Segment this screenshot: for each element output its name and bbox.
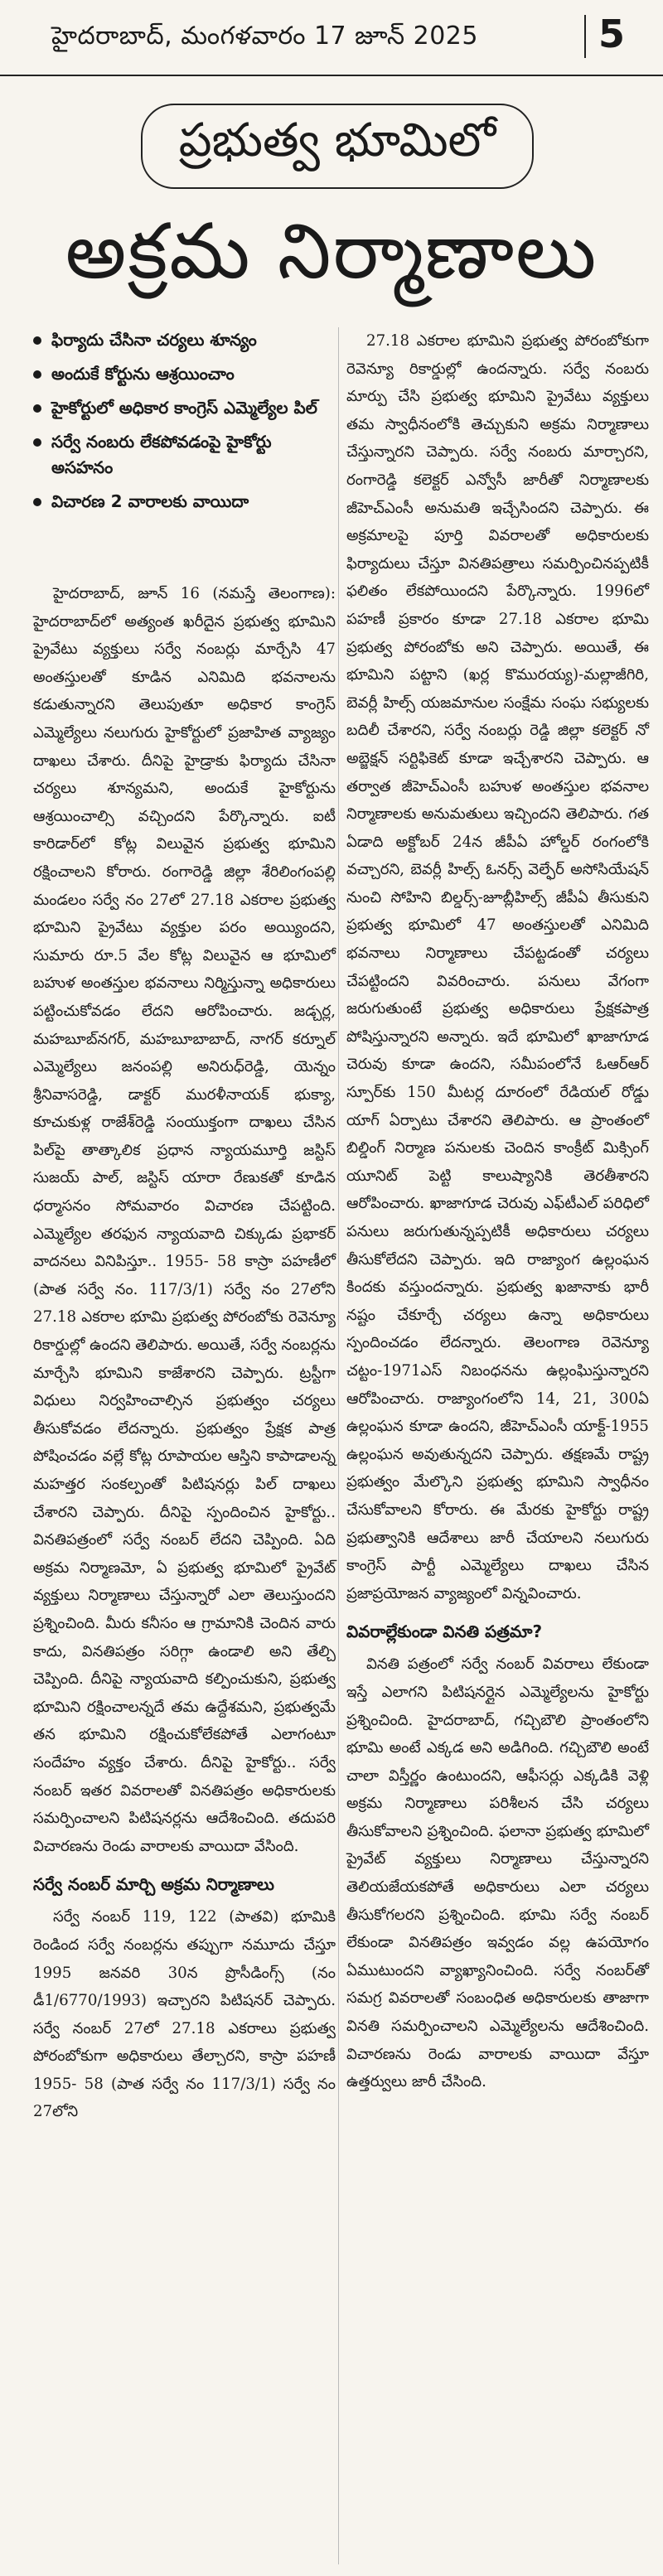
highlight-item: సర్వే నంబరు లేకపోవడంపై హైకోర్టు అసహనం [33, 429, 332, 481]
page-header [0, 0, 663, 76]
headline-block [0, 91, 663, 340]
subheading: సర్వే నంబర్ మార్చి అక్రమ నిర్మాణాలు [33, 1874, 274, 1895]
header-separator [584, 15, 586, 58]
dateline: హైదరాబాద్, మంగళవారం 17 జూన్ 2025 [51, 22, 478, 51]
headline-main: అక్రమ నిర్మాణాలు [65, 207, 598, 296]
highlight-item: హైకోర్టులో అధికార కాంగ్రెస్ ఎమ్మెల్యేల పిల్ [33, 395, 332, 421]
column-divider [338, 327, 339, 2564]
article-paragraph: వినతి పత్రంలో సర్వే నంబర్ వివరాలు లేకుండా ఇస్తే ఎలాగని పిటిషనర్లైన ఎమ్మెల్యేలను హైకోర్టు ప్రశ్నించింది. హైదరాబాద్, గచ్చిబౌలి ప్రాంతంలోని భూమి అంటే ఎక్కడ అని అడిగింది. గచ్చిబౌలి అంటే చాలా విస్తీర్ణం ఉంటుందని, ఆఫీసర్లు ఎక్కడికి వెళ్లి అక్రమ నిర్మాణాలు పరిశీలన చేసి చర్యలు తీసుకోవాలని ప్రశ్నించింది. ఫలానా ప్రభుత్వ భూమిలో ప్రైవేట్ వ్యక్తులు నిర్మాణాలు చేస్తున్నారని తెలియజేయకపోతే అధికారులు ఎలా చర్యలు తీసుకోగలరని ప్రశ్నించింది. భూమి సర్వే నంబర్ లేకుండా వినతిపత్రం ఇవ్వడం వల్ల ఉపయోగం ఏముటుందని వ్యాఖ్యానించింది. సర్వే నంబర్‌తో సమగ్ర వివరాలతో సంబంధిత అధికారులకు తాజాగా వినతి సమర్పించాలని ఎమ్మెల్యేలను ఆదేశించింది. విచారణను రెండు వారాలకు వాయిదా వేస్తూ ఉత్తర్వులు జారీ చేసింది. [346, 1655, 649, 2091]
page-number: 5 [598, 12, 626, 56]
article-right-column [346, 327, 649, 2564]
highlights-list [33, 327, 332, 523]
article-left-column [33, 580, 336, 2564]
highlight-item: ఫిర్యాదు చేసినా చర్యలు శూన్యం [33, 327, 332, 353]
subheading: వివరాల్లేకుండా వినతి పత్రమా? [346, 1621, 543, 1642]
highlight-item: విచారణ 2 వారాలకు వాయిదా [33, 489, 332, 515]
headline-kicker: ప్రభుత్వ భూమిలో [141, 104, 534, 189]
article-paragraph: సర్వే నంబర్ 119, 122 (పాతవి) భూమికి రెండింద సర్వే నంబర్లను తప్పుగా నమూదు చేస్తూ 1995 జనవరి 30న ప్రొసీడింగ్స్ (నం డీ1/6770/1993) ఇచ్చారని పిటిషనర్ చెప్పారు. సర్వే నంబర్ 27లో 27.18 ఎకరాలు ప్రభుత్వ పోరంబోకుగా అధికారులు తేల్చారని, కాస్రా పహణీ 1955- 58 (పాత సర్వే నం 117/3/1) సర్వే నం 27లోని [33, 1908, 336, 2121]
article-paragraph: హైదరాబాద్, జూన్ 16 (నమస్తే తెలంగాణ): హైదరాబాద్‌లో అత్యంత ఖరీదైన ప్రభుత్వ భూమిని ప్రైవేటు వ్యక్తులు సర్వే నంబర్లు మార్చేసి 47 అంతస్తులతో కూడిన ఎనిమిది భవనాలను కడుతున్నారని తెలుపుతూ అధికార కాంగ్రెస్ ఎమ్మెల్యేలు నలుగురు హైకోర్టులో ప్రజాహిత వ్యాజ్యం దాఖలు చేశారు. దీనిపై హైడ్రాకు ఫిర్యాదు చేసినా చర్యలు శూన్యమని, అందుకే హైకోర్టును ఆశ్రయించాల్సి వచ్చిందని పేర్కొన్నారు. ఐటీ కారిడార్‌లో కోట్ల విలువైన ప్రభుత్వ భూమిని రక్షించాలని కోరారు. రంగారెడ్డి జిల్లా శేరిలింగంపల్లి మండలం సర్వే నం 27లో 27.18 ఎకరాల ప్రభుత్వ భూమిని ప్రైవేటు వ్యక్తుల పరం అయ్యిందని, సుమారు రూ.5 వేల కోట్ల విలువైన ఆ భూమిలో బహుళ అంతస్తుల భవనాలు నిర్మిస్తున్నా అధికారులు పట్టించుకోవడం లేదని ఆరోపించారు. జడ్చర్ల, మహబూబ్‌నగర్, మహబూబాబాద్, నాగర్ కర్నూల్ ఎమ్మెల్యేలు జనంపల్లి అనిరుధ్‌రెడ్డి, యెన్నం శ్రీనివాసరెడ్డి, డాక్టర్ మురళీనాయక్ భుక్యా, కూచుకుళ్ల రాజేశ్‌రెడ్డి సంయుక్తంగా దాఖలు చేసిన పిల్‌పై తాత్కాలిక ప్రధాన న్యాయమూర్తి జస్టిస్ సుజయ్ పాల్, జస్టిస్ యారా రేణుకతో కూడిన ధర్మాసనం సోమవారం విచారణ చేపట్టింది. ఎమ్మెల్యేల తరఫున న్యాయవాది చిక్కుడు ప్రభాకర్ వాదనలు వినిపిస్తూ.. 1955- 58 కాస్రా పహణీలో (పాత సర్వే నం. 117/3/1) సర్వే నం 27లోని 27.18 ఎకరాల భూమి ప్రభుత్వ పోరంబోకు రెవెన్యూ రికార్డుల్లో ఉందని తెలిపారు. అయితే, సర్వే నంబర్లను మార్చేసి భూమిని కాజేశారని చెప్పారు. ట్రస్టీగా విధులు నిర్వహించాల్సిన ప్రభుత్వం చర్యలు తీసుకోవడం లేదన్నారు. ప్రభుత్వం ప్రేక్షక పాత్ర పోషించడం వల్లే కోట్ల రూపాయల ఆస్తిని కాపాడాలన్న మహత్తర సంకల్పంతో పిటిషనర్లు పిల్ దాఖలు చేశారని చెప్పారు. దీనిపై స్పందించిన హైకోర్టు.. వినతిపత్రంలో సర్వే నంబర్ లేదని చెప్పింది. ఏది అక్రమ నిర్మాణమో, ఏ ప్రభుత్వ భూమిలో ప్రైవేట్ వ్యక్తులు నిర్మాణాలు చేస్తున్నారో ఎలా తెలుస్తుందని ప్రశ్నించింది. మీరు కనీసం ఆ గ్రామానికి చెందిన వారు కాదు, వినతిపత్రం సరిగ్గా ఉండాలి అని తేల్చి చెప్పింది. దీనిపై న్యాయవాది కల్పించుకుని, ప్రభుత్వ భూమిని రక్షించాలన్నదే తమ ఉద్దేశమని, ప్రభుత్వమే తన భూమిని రక్షించుకోలేకపోతే ఎలాగంటూ సందేహం వ్యక్తం చేశారు. దీనిపై హైకోర్టు.. సర్వే నంబర్ ఇతర వివరాలతో వినతిపత్రం అధికారులకు సమర్పించాలని పిటిషనర్లను ఆదేశించింది. తదుపరి విచారణను రెండు వారాలకు వాయిదా వేసింది. [33, 585, 336, 1855]
article-paragraph: 27.18 ఎకరాల భూమిని ప్రభుత్వ పోరంబోకుగా రెవెన్యూ రికార్డుల్లో ఉందన్నారు. సర్వే నంబరు మార్పు చేసి ప్రభుత్వ భూమిని ప్రైవేటు వ్యక్తులు తమ స్వాధీనంలోకి తెచ్చుకుని అక్రమ నిర్మాణాలు చేస్తున్నారని చెప్పారు. సర్వే నంబరు మార్చారని, రంగారెడ్డి కలెక్టర్ ఎన్వోసీ జారీతో నిర్మాణాలకు జీహెచ్ఎంసీ అనుమతి ఇచ్చేసిందని చెప్పారు. ఈ అక్రమాలపై పూర్తి వివరాలతో అధికారులకు ఫిర్యాదులు చేస్తూ వినతిపత్రాలు సమర్పించినప్పటికీ ఫలితం లేకపోయిందని పేర్కొన్నారు. 1996లో పహణీ ప్రకారం కూడా 27.18 ఎకరాల భూమి ప్రభుత్వ పోరంబోకు అని చెప్పారు. అయితే, ఈ భూమిని పట్టాని (ఖర్ల కొమురయ్య)-మల్లాజీగిరి, బెవర్లీ హిల్స్ యజమానుల సంక్షేమ సంఘ సభ్యులకు బదిలీ చేశారని, సర్వే నంబర్లు రెడ్డి జిల్లా కలెక్టర్ నో అబ్జెక్షన్ సర్టిఫికెట్ కూడా ఇచ్చేశారని చెప్పారు. ఆ తర్వాత జీహెచ్ఎంసీ బహుళ అంతస్తుల భవనాల నిర్మాణాలకు అనుమతులు ఇచ్చిందని తెలిపారు. గత ఏడాది అక్టోబర్ 24న జీపీఏ హోల్డర్ రంగంలోకి వచ్చారని, బెవర్లీ హిల్స్ ఓనర్స్ వెల్ఫేర్ అసోసియేషన్ నుంచి సోహిని బిల్డర్స్-జూబ్లీహిల్స్ జీపీఏ తీసుకుని ప్రభుత్వ భూమిలో 47 అంతస్తులతో ఎనిమిది భవనాలు నిర్మాణాలు చేపట్టడంతో చర్యలు చేపట్టిందని వివరించారు. పనులు వేగంగా జరుగుతుంటే ప్రభుత్వ అధికారులు ప్రేక్షకపాత్ర పోషిస్తున్నారని అన్నారు. ఇదే భూమిలో ఖాజాగూడ చెరువు కూడా ఉందని, సమీపంలోనే ఓఆర్ఆర్ స్పూర్‌కు 150 మీటర్ల దూరంలో రేడియల్ రోడ్డు యాగ్ ఏర్పాటు చేశారని తెలిపారు. ఆ ప్రాంతంలో బిల్డింగ్ నిర్మాణ పనులకు చెందిన కాంక్రీట్ మిక్సింగ్ యూనిట్ పెట్టి కాలుష్యానికి తెరతీశారని ఆరోపించారు. ఖాజాగూడ చెరువు ఎఫ్‌టీఎల్ పరిధిలో పనులు జరుగుతున్నప్పటికీ అధికారులు చర్యలు తీసుకోలేదని చెప్పారు. ఇది రాజ్యాంగ ఉల్లంఘన కిందకు వస్తుందన్నారు. ప్రభుత్వ ఖజానాకు భారీ నష్టం చేకూర్చే చర్యలు ఉన్నా అధికారులు స్పందించడం లేదన్నారు. తెలంగాణ రెవెన్యూ చట్టం-1971ఎస్ నిబంధనను ఉల్లంఘిస్తున్నారని ఆరోపించారు. రాజ్యాంగంలోని 14, 21, 300ఏ ఉల్లంఘన కూడా ఉందని, జీహెచ్ఎంసీ యాక్ట్-1955 ఉల్లంఘన అవుతున్నదని చెప్పారు. తక్షణమే రాష్ట్ర ప్రభుత్వం మేల్కొని ప్రభుత్వ భూమిని స్వాధీనం చేసుకోవాలని కోరారు. ఈ మేరకు హైకోర్టు రాష్ట్ర ప్రభుత్వానికి ఆదేశాలు జారీ చేయాలని నలుగురు కాంగ్రెస్ పార్టీ ఎమ్మెల్యేలు దాఖలు చేసిన ప్రజాప్రయోజన వ్యాజ్యంలో విన్నవించారు. [346, 332, 649, 1602]
highlight-item: అందుకే కోర్టును ఆశ్రయించాం [33, 361, 332, 387]
